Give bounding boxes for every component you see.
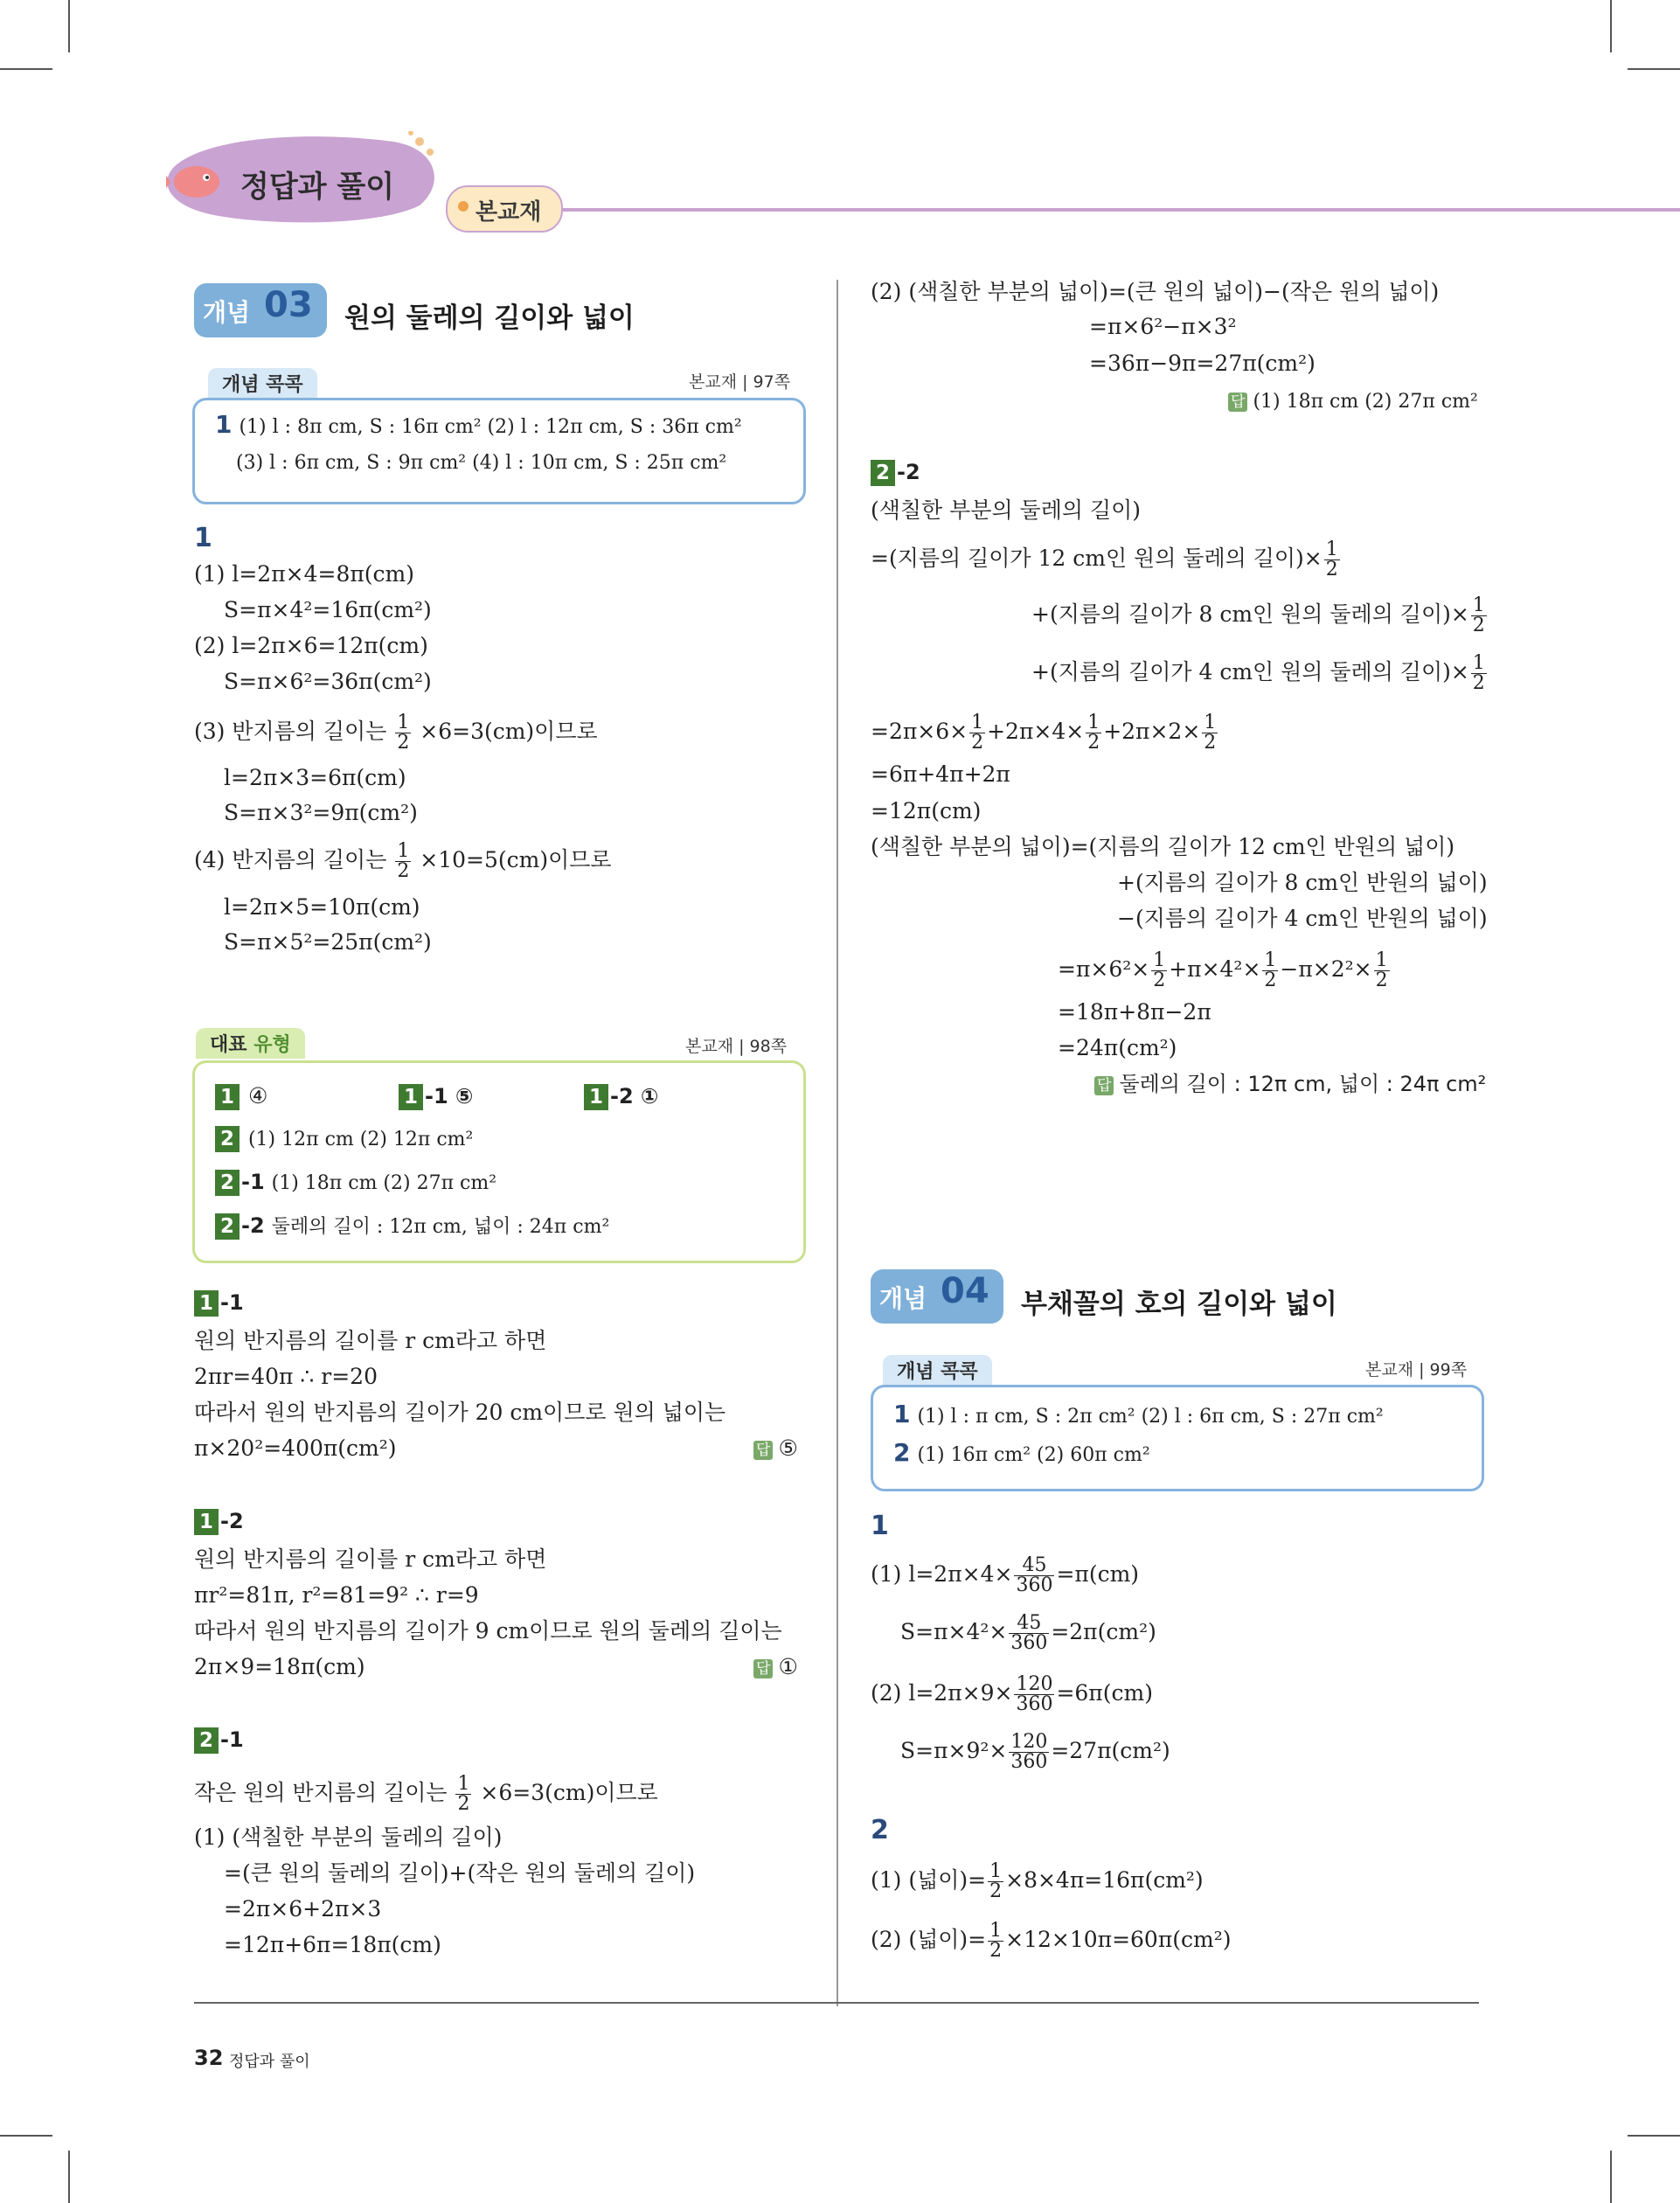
fraction: $\frac{1}{2}$ — [1204, 712, 1217, 754]
text-line: 원의 반지름의 길이를 r cm라고 하면 — [194, 1328, 547, 1353]
concept04-ref: 본교재 | 99쪽 — [1365, 1360, 1468, 1379]
concept04-number: 04 — [941, 1271, 989, 1311]
concept04-box-tab: 개념 콕콕 — [883, 1355, 992, 1386]
math: (1) l=2π×4× — [871, 1561, 1013, 1587]
math-line: πr²=81π, r²=81=9² ∴ r=9 — [194, 1582, 479, 1608]
solution-number: 1 — [871, 1511, 889, 1541]
math-line: =24π(cm²) — [1058, 1035, 1177, 1060]
tag-suffix: -2 — [897, 460, 920, 484]
math-line: =36π−9π=27π(cm²) — [1089, 351, 1316, 376]
tab-main-textbook — [446, 185, 563, 233]
tag: 2 — [215, 1170, 240, 1196]
crop-mark — [1628, 68, 1680, 70]
crop-mark — [0, 68, 52, 70]
text-line: (1) (색칠한 부분의 둘레의 길이) — [194, 1824, 503, 1850]
tag: 2 — [871, 460, 895, 486]
math: S=π×4²× — [900, 1619, 1008, 1644]
math: ×12×10π=60π(cm²) — [1005, 1927, 1232, 1952]
math: =6π(cm) — [1056, 1680, 1153, 1706]
tag-suffix: -2 — [220, 1509, 244, 1533]
section-title: 정답과 풀이 — [240, 170, 395, 205]
math-line: S=π×4²=16π(cm²) — [224, 597, 432, 622]
tag: 1 — [584, 1084, 608, 1110]
header — [157, 131, 1643, 236]
math-line: =18π+8π−2π — [1058, 999, 1211, 1025]
tag: 2 — [215, 1126, 240, 1152]
math-line: l=2π×5=10π(cm) — [224, 894, 420, 920]
rep-box-tab — [196, 1028, 305, 1059]
math: (2) l=2π×9× — [871, 1680, 1013, 1706]
box-line: (1) l : π cm, S : 2π cm² (2) l : 6π cm, S : 27π cm² — [917, 1406, 1384, 1428]
fraction: $\frac{1}{2}$ — [1472, 594, 1485, 636]
tab-label: 본교재 — [476, 199, 542, 226]
text: +(지름의 길이가 8 cm인 원의 둘레의 길이)× — [1031, 601, 1469, 627]
box-number: 1 — [215, 410, 233, 439]
text-line: +(지름의 길이가 8 cm인 반원의 넓이) — [1117, 870, 1488, 895]
tag-suffix: -2 — [241, 1213, 265, 1238]
rep-tab-b: 유형 — [253, 1034, 291, 1056]
concept03-box-tab: 개념 콕콕 — [208, 368, 317, 399]
fraction: $\frac{1}{2}$ — [1375, 949, 1388, 991]
math: =π×6²× — [1058, 956, 1150, 982]
text: ×6=3(cm)이므로 — [480, 1780, 658, 1805]
tag: 2 — [215, 1213, 240, 1240]
fraction: $\frac{45}{360}$ — [1010, 1612, 1048, 1654]
concept03-number: 03 — [264, 285, 313, 325]
math: +π×4²× — [1169, 956, 1261, 982]
tag-suffix: -1 — [220, 1727, 244, 1752]
math-line: 2πr=40π ∴ r=20 — [194, 1364, 378, 1389]
fraction: $\frac{1}{2}$ — [971, 712, 984, 754]
text-line: 따라서 원의 반지름의 길이가 9 cm이므로 원의 둘레의 길이는 — [194, 1618, 782, 1644]
answer-text: (1) 12π cm (2) 12π cm² — [247, 1129, 474, 1150]
math-text: (4) 반지름의 길이는 — [194, 847, 387, 872]
concept03-ref: 본교재 | 97쪽 — [689, 372, 791, 392]
answer-mark: 답 — [1228, 393, 1247, 412]
text-line: (색칠한 부분의 둘레의 길이) — [871, 497, 1141, 523]
answer: (1) 18π cm (2) 27π cm² — [1253, 391, 1478, 413]
fraction: $\frac{1}{2}$ — [1087, 712, 1100, 754]
crop-mark — [68, 0, 70, 52]
math-line: S=π×6²=36π(cm²) — [224, 669, 432, 694]
fraction: $\frac{1}{2}$ — [1153, 949, 1166, 991]
answer-mark: 답 — [753, 1441, 773, 1460]
answer-text: -2 ① — [610, 1084, 659, 1108]
answer-text: -1 ⑤ — [425, 1084, 474, 1108]
tag-suffix: -1 — [220, 1290, 244, 1315]
answer-mark: 답 — [1094, 1076, 1114, 1095]
math-text: ×10=5(cm)이므로 — [420, 847, 612, 872]
math: =π(cm) — [1056, 1561, 1140, 1587]
rep-ref: 본교재 | 98쪽 — [685, 1037, 788, 1056]
text-line: −(지름의 길이가 4 cm인 반원의 넓이) — [1117, 906, 1488, 931]
answer: ① — [778, 1654, 798, 1679]
fraction: $\frac{120}{360}$ — [1010, 1731, 1048, 1773]
math: +2π×2× — [1103, 719, 1201, 744]
math-line: S=π×5²=25π(cm²) — [224, 929, 432, 955]
box-number: 1 — [893, 1400, 911, 1428]
tag-suffix: -1 — [241, 1170, 265, 1194]
answer-text: ④ — [247, 1083, 268, 1108]
math-line: (2) l=2π×6=12π(cm) — [194, 633, 428, 658]
math-text: (3) 반지름의 길이는 — [194, 719, 387, 744]
box-number: 2 — [893, 1438, 911, 1467]
fraction: $\frac{1}{2}$ — [989, 1860, 1003, 1902]
math: ×8×4π=16π(cm²) — [1005, 1867, 1204, 1893]
fraction: $\frac{1}{2}$ — [989, 1920, 1003, 1962]
tag: 1 — [215, 1084, 240, 1110]
solution-number: 1 — [194, 523, 212, 553]
answer-text: (1) 18π cm (2) 27π cm² — [271, 1172, 497, 1194]
math-line: l=2π×3=6π(cm) — [224, 765, 406, 790]
footer-label: 정답과 풀이 — [229, 2053, 310, 2071]
box-line: (3) l : 6π cm, S : 9π cm² (4) l : 10π cm, S : 25π cm² — [236, 452, 727, 474]
answer-text: 둘레의 길이 : 12π cm, 넓이 : 24π cm² — [271, 1216, 610, 1238]
fraction: $\frac{1}{2}$ — [457, 1773, 470, 1815]
math: −π×2²× — [1280, 956, 1372, 982]
answer: 둘레의 길이 : 12π cm, 넓이 : 24π cm² — [1119, 1072, 1487, 1096]
rep-tab-a: 대표 — [210, 1034, 247, 1056]
math-line: π×20²=400π(cm²) — [194, 1435, 397, 1461]
math-line: =π×6²−π×3² — [1089, 314, 1237, 339]
concept03-label: 개념 — [203, 298, 251, 327]
box-line: (1) 16π cm² (2) 60π cm² — [917, 1444, 1150, 1466]
math-line: =12π(cm) — [871, 798, 982, 824]
math-line: S=π×3²=9π(cm²) — [224, 800, 418, 825]
text: =(지름의 길이가 12 cm인 원의 둘레의 길이)× — [871, 546, 1322, 571]
tag: 1 — [194, 1509, 219, 1535]
fraction: $\frac{1}{2}$ — [1264, 949, 1277, 991]
math: =2π(cm²) — [1051, 1619, 1156, 1644]
solution-number: 2 — [871, 1815, 889, 1845]
math-line: (1) l=2π×4=8π(cm) — [194, 561, 414, 587]
box-line: (1) l : 8π cm, S : 16π cm² (2) l : 12π cm, S : 36π cm² — [239, 416, 742, 438]
fraction: $\frac{1}{2}$ — [397, 840, 410, 882]
math: =27π(cm²) — [1051, 1738, 1170, 1763]
footer-rule — [194, 2002, 1479, 2004]
tag: 2 — [194, 1727, 219, 1754]
math: =2π×6× — [871, 719, 968, 744]
header-rule — [446, 208, 1680, 212]
fraction: $\frac{1}{2}$ — [1472, 652, 1485, 694]
math: (1) (넓이)= — [871, 1867, 987, 1893]
math: S=π×9²× — [900, 1738, 1008, 1763]
crop-mark — [1610, 0, 1612, 52]
tag: 1 — [194, 1290, 219, 1317]
math-line: =2π×6+2π×3 — [224, 1896, 382, 1922]
crop-mark — [68, 2151, 70, 2203]
crop-mark — [0, 2135, 52, 2137]
math-line: =(큰 원의 둘레의 길이)+(작은 원의 둘레의 길이) — [224, 1860, 696, 1886]
answer-mark: 답 — [753, 1659, 773, 1678]
text: +(지름의 길이가 4 cm인 원의 둘레의 길이)× — [1031, 659, 1469, 685]
math-line: 2π×9=18π(cm) — [194, 1654, 365, 1679]
fraction: $\frac{1}{2}$ — [397, 712, 410, 754]
text-line: (색칠한 부분의 넓이)=(지름의 길이가 12 cm인 반원의 넓이) — [871, 834, 1455, 859]
math-line: =6π+4π+2π — [871, 761, 1010, 787]
math-line: =12π+6π=18π(cm) — [224, 1932, 441, 1957]
text-line: (2) (색칠한 부분의 넓이)=(큰 원의 넓이)−(작은 원의 넓이) — [871, 279, 1440, 304]
dot-icon — [458, 201, 469, 212]
math: +2π×4× — [987, 719, 1085, 744]
crop-mark — [1610, 2151, 1612, 2203]
text-line: 원의 반지름의 길이를 r cm라고 하면 — [194, 1546, 547, 1572]
page-number: 32 — [194, 2046, 224, 2070]
concept03-title: 원의 둘레의 길이와 넓이 — [344, 302, 635, 334]
concept04-label: 개념 — [879, 1284, 927, 1313]
concept04-title: 부채꼴의 호의 길이와 넓이 — [1021, 1289, 1337, 1320]
text: 작은 원의 반지름의 길이는 — [194, 1780, 448, 1805]
crop-mark — [1628, 2135, 1680, 2137]
answer: ⑤ — [778, 1435, 798, 1461]
text-line: 따라서 원의 반지름의 길이가 20 cm이므로 원의 넓이는 — [194, 1400, 726, 1425]
math-text: ×6=3(cm)이므로 — [420, 719, 598, 744]
fraction: $\frac{45}{360}$ — [1016, 1554, 1053, 1596]
column-divider — [837, 280, 838, 2006]
math: (2) (넓이)= — [871, 1927, 987, 1952]
fraction: $\frac{120}{360}$ — [1016, 1673, 1053, 1715]
fish-icon — [166, 156, 227, 208]
fraction: $\frac{1}{2}$ — [1325, 539, 1338, 580]
tag: 1 — [399, 1084, 423, 1110]
